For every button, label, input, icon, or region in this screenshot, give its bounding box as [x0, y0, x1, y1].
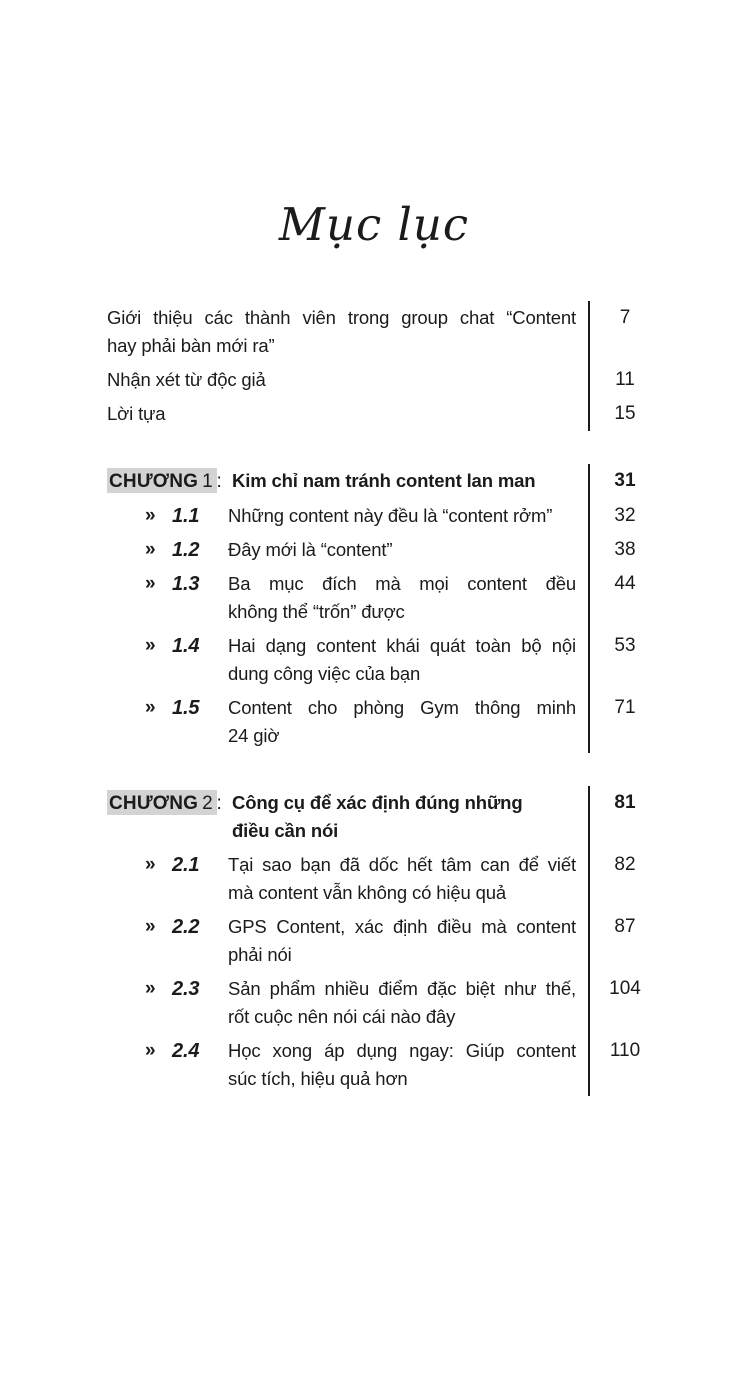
toc-entry-line: Giới thiệu các thành viên trong group chat “Content [107, 307, 576, 328]
page-number [588, 848, 660, 910]
page-number-value: 15 [614, 403, 636, 424]
page-number [588, 533, 660, 567]
double-chevron-icon: » [145, 505, 156, 526]
section-indent [107, 851, 145, 907]
toc-section [107, 691, 660, 753]
toc-section [107, 848, 660, 910]
double-chevron-icon: » [145, 1040, 156, 1061]
page-number-value: 53 [614, 635, 636, 656]
toc-entry-title [107, 301, 588, 363]
section-number: 1.5 [172, 697, 200, 719]
section-title [228, 570, 576, 626]
section-indent [107, 502, 145, 530]
section-main [107, 691, 588, 753]
chapter-label-word: CHƯƠNG [109, 471, 199, 492]
double-chevron-icon: » [145, 635, 156, 656]
chapter-label-colon: : [216, 793, 222, 814]
double-chevron-icon: » [145, 697, 156, 718]
page-number [588, 567, 660, 629]
section-indent [107, 570, 145, 626]
page-number [588, 629, 660, 691]
section-main [107, 848, 588, 910]
section-number: 2.1 [172, 854, 200, 876]
toc-section [107, 499, 660, 533]
section-title-line: 24 giờ [228, 725, 280, 746]
page-number-value: 11 [615, 369, 635, 390]
toc-section [107, 972, 660, 1034]
chapter-label-number: 1 [202, 471, 213, 492]
toc-entry-line: Lời tựa [107, 403, 166, 424]
section-number: 2.2 [172, 916, 200, 938]
page-number-value: 87 [614, 916, 636, 937]
section-title [228, 694, 576, 750]
toc-content [107, 301, 660, 1096]
toc-section [107, 910, 660, 972]
page-number [588, 1034, 660, 1096]
toc-entry-title [107, 363, 588, 397]
double-chevron-icon: » [145, 573, 156, 594]
chapter-1-block [107, 464, 660, 753]
section-number: 1.2 [172, 539, 200, 561]
toc-intro-block [107, 301, 660, 431]
page-number [588, 301, 660, 363]
section-indent [107, 1037, 145, 1093]
chapter-title-line: Kim chỉ nam tránh content lan man [232, 470, 536, 491]
page-number-value: 7 [619, 307, 631, 328]
double-chevron-icon: » [145, 854, 156, 875]
chapter-label-colon: : [216, 471, 222, 492]
page-number-value: 82 [614, 854, 636, 875]
chapter-header-main [107, 464, 588, 499]
double-chevron-icon: » [145, 978, 156, 999]
chapter-header-main [107, 786, 588, 848]
section-number: 1.4 [172, 635, 200, 657]
section-title [228, 502, 576, 530]
section-title-line: dung công việc của bạn [228, 663, 421, 684]
toc-section [107, 533, 660, 567]
toc-entry-title [107, 397, 588, 431]
section-title-line: Content cho phòng Gym thông minh [228, 697, 576, 718]
section-number: 1.3 [172, 573, 200, 595]
page-number [588, 363, 660, 397]
page-title: Mục lục [278, 198, 470, 251]
section-title-line: rốt cuộc nên nói cái nào đây [228, 1006, 456, 1027]
page-number [588, 691, 660, 753]
page-number [588, 499, 660, 533]
section-number: 2.3 [172, 978, 200, 1000]
page-number-value: 71 [614, 697, 636, 718]
page-number [588, 786, 660, 848]
section-main [107, 910, 588, 972]
page-number-value: 104 [609, 978, 641, 999]
section-title-line: súc tích, hiệu quả hơn [228, 1068, 408, 1089]
page-number [588, 910, 660, 972]
page-number-value: 32 [614, 505, 636, 526]
section-main [107, 629, 588, 691]
chapter-title [232, 789, 576, 845]
section-title [228, 1037, 576, 1093]
section-title-line: mà content vẫn không có hiệu quả [228, 882, 507, 903]
chapter-label [107, 467, 232, 496]
section-title [228, 632, 576, 688]
section-title-line: không thể “trốn” được [228, 601, 405, 622]
section-number: 1.1 [172, 505, 200, 527]
section-main [107, 1034, 588, 1096]
section-indent [107, 632, 145, 688]
section-title-line: Những content này đều là “content rởm” [228, 505, 553, 526]
page-number-value: 81 [614, 792, 636, 813]
section-main [107, 533, 588, 567]
chapter-title-line: Công cụ để xác định đúng những [232, 792, 523, 813]
section-title-line: phải nói [228, 944, 292, 965]
page-number-value: 110 [609, 1040, 641, 1061]
chapter-2-block [107, 786, 660, 1096]
page-number-value: 44 [614, 573, 636, 594]
chapter-label-highlight [107, 790, 217, 815]
chapter-label-highlight [107, 468, 217, 493]
section-title-line: Sản phẩm nhiều điểm đặc biệt như thế, [228, 978, 576, 999]
section-title-line: GPS Content, xác định điều mà content [228, 916, 576, 937]
section-main [107, 972, 588, 1034]
chapter-header [107, 786, 660, 848]
page-number-value: 31 [614, 470, 636, 491]
page-number [588, 397, 660, 431]
section-main [107, 567, 588, 629]
toc-section [107, 567, 660, 629]
double-chevron-icon: » [145, 539, 156, 560]
toc-page [0, 198, 748, 1382]
page-number [588, 972, 660, 1034]
toc-entry-line: Nhận xét từ độc giả [107, 369, 266, 390]
toc-section [107, 629, 660, 691]
section-title-line: Đây mới là “content” [228, 539, 393, 560]
section-title-line: Tại sao bạn đã dốc hết tâm can để viết [228, 854, 576, 875]
page-number-value: 38 [614, 539, 636, 560]
chapter-header [107, 464, 660, 499]
section-indent [107, 536, 145, 564]
toc-entry-line: hay phải bàn mới ra” [107, 335, 275, 356]
section-indent [107, 975, 145, 1031]
section-title [228, 536, 576, 564]
section-main [107, 499, 588, 533]
toc-entry [107, 363, 660, 397]
toc-section [107, 1034, 660, 1096]
chapter-label-word: CHƯƠNG [109, 793, 199, 814]
section-title [228, 913, 576, 969]
section-title [228, 851, 576, 907]
chapter-label [107, 789, 232, 845]
section-title-line: Học xong áp dụng ngay: Giúp content [228, 1040, 576, 1061]
chapter-title-line: điều cần nói [232, 820, 339, 841]
toc-entry [107, 397, 660, 431]
toc-entry [107, 301, 660, 363]
section-title-line: Hai dạng content khái quát toàn bộ nội [228, 635, 576, 656]
chapter-label-number: 2 [202, 793, 213, 814]
section-indent [107, 694, 145, 750]
chapter-title [232, 467, 576, 496]
section-title-line: Ba mục đích mà mọi content đều [228, 573, 576, 594]
page-number [588, 464, 660, 499]
section-indent [107, 913, 145, 969]
section-number: 2.4 [172, 1040, 200, 1062]
double-chevron-icon: » [145, 916, 156, 937]
section-title [228, 975, 576, 1031]
